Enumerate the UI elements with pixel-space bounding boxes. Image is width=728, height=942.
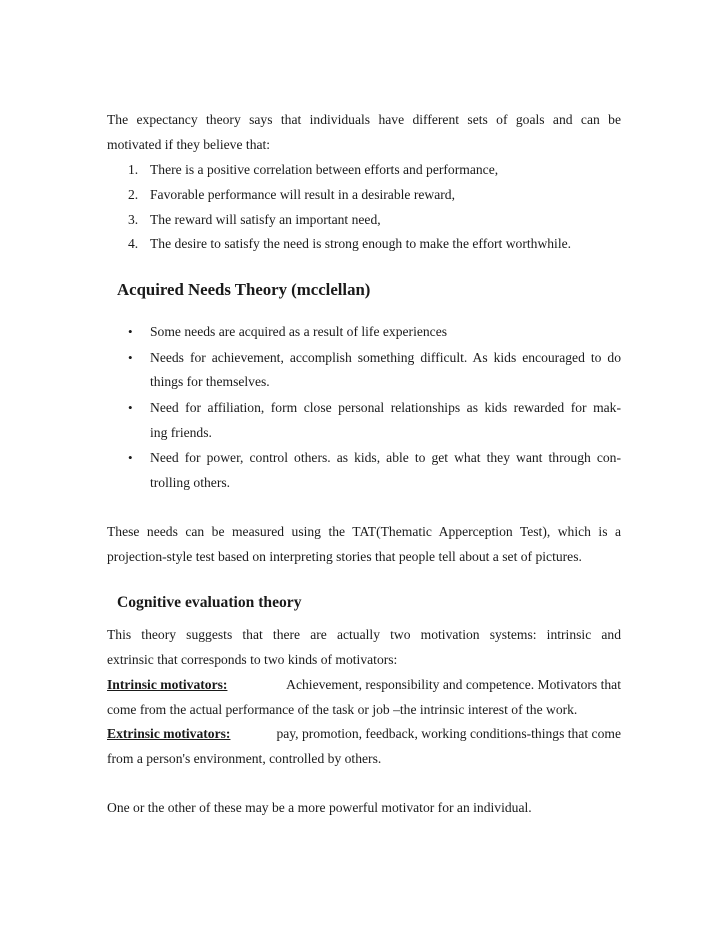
measure-line-2: projection-style test based on interpreting stories that people tell about a set of pictures.: [107, 549, 582, 564]
bullet-icon: •: [128, 350, 133, 365]
intrinsic-label: Intrinsic motivators:: [107, 677, 228, 692]
list-number: 2.: [128, 187, 139, 202]
list-number: 1.: [128, 162, 139, 177]
measure-line-1: These needs can be measured using the TAT(Thematic Apperception Test), which is a: [107, 524, 621, 539]
intro-line-2: motivated if they believe that:: [107, 137, 271, 152]
cognitive-line-1: This theory suggests that there are actually two motivation systems: intrinsic and: [107, 627, 621, 642]
extrinsic-label: Extrinsic motivators:: [107, 726, 231, 741]
extrinsic-line-1: [107, 726, 621, 742]
closing-line: One or the other of these may be a more powerful motivator for an individual.: [107, 800, 532, 815]
list-item: Need for power, control others. as kids, able to get what they want through con-: [150, 450, 621, 465]
bullet-icon: •: [128, 450, 133, 465]
cognitive-line-2: extrinsic that corresponds to two kinds of motivators:: [107, 652, 398, 667]
list-item: The desire to satisfy the need is strong enough to make the effort worthwhile.: [150, 236, 572, 251]
bullet-icon: •: [128, 324, 133, 339]
list-number: 4.: [128, 236, 139, 251]
cognitive-evaluation-heading: Cognitive evaluation theory: [117, 594, 302, 611]
intrinsic-line-2: come from the actual performance of the task or job –the intrinsic interest of the work.: [107, 702, 578, 717]
list-item-continuation: things for themselves.: [150, 374, 270, 389]
list-number: 3.: [128, 212, 139, 227]
extrinsic-text: pay, promotion, feedback, working conditions-things that come: [276, 726, 621, 741]
bullet-icon: •: [128, 400, 133, 415]
list-item: Some needs are acquired as a result of life experiences: [150, 324, 448, 339]
intro-line-1: The expectancy theory says that individuals have different sets of goals and can be: [107, 112, 621, 127]
intrinsic-text: Achievement, responsibility and competence. Motivators that: [286, 677, 621, 692]
list-item-continuation: trolling others.: [150, 475, 231, 490]
list-item: The reward will satisfy an important need,: [150, 212, 381, 227]
acquired-needs-heading: Acquired Needs Theory (mcclellan): [117, 280, 371, 299]
list-item: There is a positive correlation between efforts and performance,: [150, 162, 499, 177]
list-item: Favorable performance will result in a desirable reward,: [150, 187, 455, 202]
extrinsic-line-2: from a person's environment, controlled by others.: [107, 751, 382, 766]
intrinsic-line-1: [107, 677, 621, 693]
list-item: Needs for achievement, accomplish something difficult. As kids encouraged to do: [150, 350, 621, 365]
list-item-continuation: ing friends.: [150, 425, 212, 440]
list-item: Need for affiliation, form close personal relationships as kids rewarded for mak-: [150, 400, 621, 415]
